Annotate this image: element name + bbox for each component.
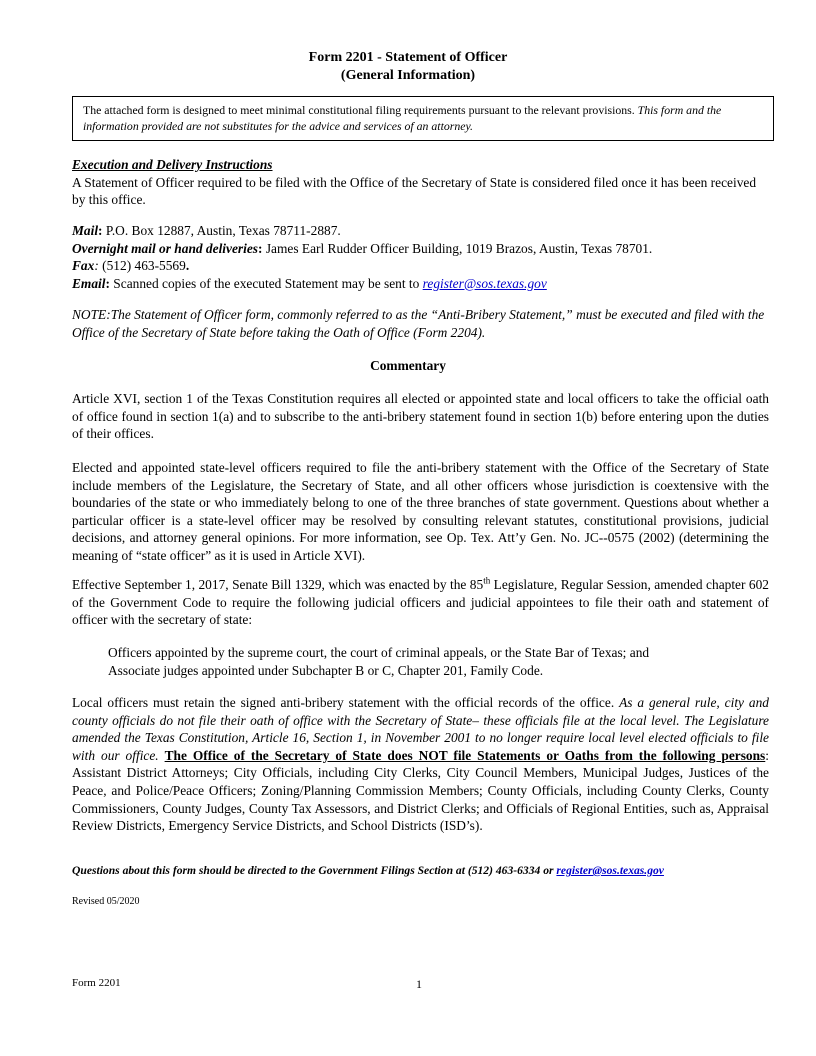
questions-line <box>72 864 769 877</box>
commentary-paragraph-4 <box>72 694 769 835</box>
disclaimer-text: The attached form is designed to meet minimal constitutional filing requirements pursuant to the relevant provisions. <box>83 103 635 117</box>
overnight-label: Overnight mail or hand deliveries <box>72 240 258 256</box>
officer-list <box>108 644 768 679</box>
disclaimer-italic: This form and the information provided are not substitutes for the advice and services of an attorney. <box>83 103 722 133</box>
fax-value: (512) 463-5569 <box>98 258 186 274</box>
p3-superscript: th <box>483 575 491 586</box>
mail-label: Mail <box>72 223 99 238</box>
form-subtitle: (General Information) <box>340 68 476 83</box>
commentary-paragraph-3 <box>72 576 769 629</box>
execution-section <box>72 156 769 209</box>
p4-bold: The Office of the Secretary of State does NOT file Statements or Oaths from the following persons <box>164 747 766 763</box>
p4-plain: Local officers must retain the signed anti-bribery statement with the official records of the office. <box>72 695 620 710</box>
p4-rest: : Assistant District Attorneys; City Officials, including City Clerks, City Council Members, Municipal Judges, Justices of the Peace, and Police/Peace Officers; Zoning/Planning Commission Members; County Officials, including County Clerks, County Commissioners, County Judges, County Tax Assessors, and District Clerks; and Officials of Regional Entities, such as, Appraisal Review Districts, Emergency Service Districts, and School Districts (ISD’s). <box>72 747 770 834</box>
p3-text-b: Legislature, Regular Session, amended chapter 602 of the Government Code to require the following judicial officers and judicial appointees to file their oath and statement of officer with the secretary of state: <box>72 577 769 628</box>
execution-body: A Statement of Officer required to be filed with the Office of the Secretary of State is considered filed once it has been received by this office. <box>72 174 757 208</box>
list-item: Associate judges appointed under Subchapter B or C, Chapter 201, Family Code. <box>108 662 544 678</box>
email-label: Email <box>72 275 106 291</box>
email-link[interactable]: register@sos.texas.gov <box>422 275 547 291</box>
commentary-paragraph-2: Elected and appointed state-level officers required to file the anti-bribery statement with the Office of the Secretary of State include members of the Legislature, the Secretary of State, and all other officers whose jurisdiction is coextensive with the boundaries of the state or who immediately belong to one of the three branches of state government. Questions about whether a particular officer is a state-level officer may be resolved by consulting relevant statutes, constitutional provisions, judicial decisions, and attorney general opinions. For more information, see Op. Tex. Att’y Gen. No. JC--0575 (2002) (determining the meaning of “state officer” as it is used in Article XVI). <box>72 460 769 563</box>
mail-value: P.O. Box 12887, Austin, Texas 78711-2887. <box>102 223 341 238</box>
overnight-line: Overnight mail or hand deliveries: James Earl Rudder Officer Building, 1019 Brazos, Austin, Texas 78701. <box>72 240 653 256</box>
questions-email-link[interactable]: register@sos.texas.gov <box>556 864 664 877</box>
disclaimer-box <box>72 96 774 141</box>
note-text: NOTE:The Statement of Officer form, commonly referred to as the “Anti-Bribery Statement,” must be executed and filed with the Office of the Secretary of State before taking the Oath of Office (Form 2204). <box>72 307 765 340</box>
email-value: Scanned copies of the executed Statement may be sent to <box>109 275 423 291</box>
overnight-value: James Earl Rudder Officer Building, 1019 Brazos, Austin, Texas 78701. <box>262 240 653 256</box>
p4-italic: As a general rule, city and county officials do not file their oath of office with the Secretary of State– these officials file at the local level. The Legislature amended the Texas Constitution, Article 16, Section 1, in November 2001 to no longer require local level elected officials to file with our office. <box>72 695 770 763</box>
p3-text-a: Effective September 1, 2017, Senate Bill 1329, which was enacted by the 85 <box>72 577 484 592</box>
footer-page-number: 1 <box>416 977 422 991</box>
contact-section <box>72 222 769 292</box>
execution-heading: Execution and Delivery Instructions <box>72 157 273 172</box>
footer-form-number: Form 2201 <box>72 977 121 989</box>
form-title: Form 2201 - Statement of Officer <box>308 50 508 65</box>
commentary-heading: Commentary <box>370 358 446 373</box>
fax-label: Fax <box>72 258 95 274</box>
email-line: Email: Scanned copies of the executed Statement may be sent to register@sos.texas.gov <box>72 275 547 291</box>
questions-text: Questions about this form should be directed to the Government Filings Section at (512) 463-6334 or <box>72 864 557 877</box>
commentary-paragraph-1: Article XVI, section 1 of the Texas Constitution requires all elected or appointed state and local officers to take the official oath of office found in section 1(a) and to subscribe to the anti-bribery statement found in section 1(b) before entering upon the duties of their offices. <box>72 391 769 442</box>
list-item: Officers appointed by the supreme court, the court of criminal appeals, or the State Bar of Texas; and <box>108 645 650 660</box>
mail-line: Mail: P.O. Box 12887, Austin, Texas 78711-2887. <box>72 223 341 238</box>
fax-line: Fax: (512) 463-5569. <box>72 258 190 274</box>
revised-date: Revised 05/2020 <box>72 896 140 907</box>
